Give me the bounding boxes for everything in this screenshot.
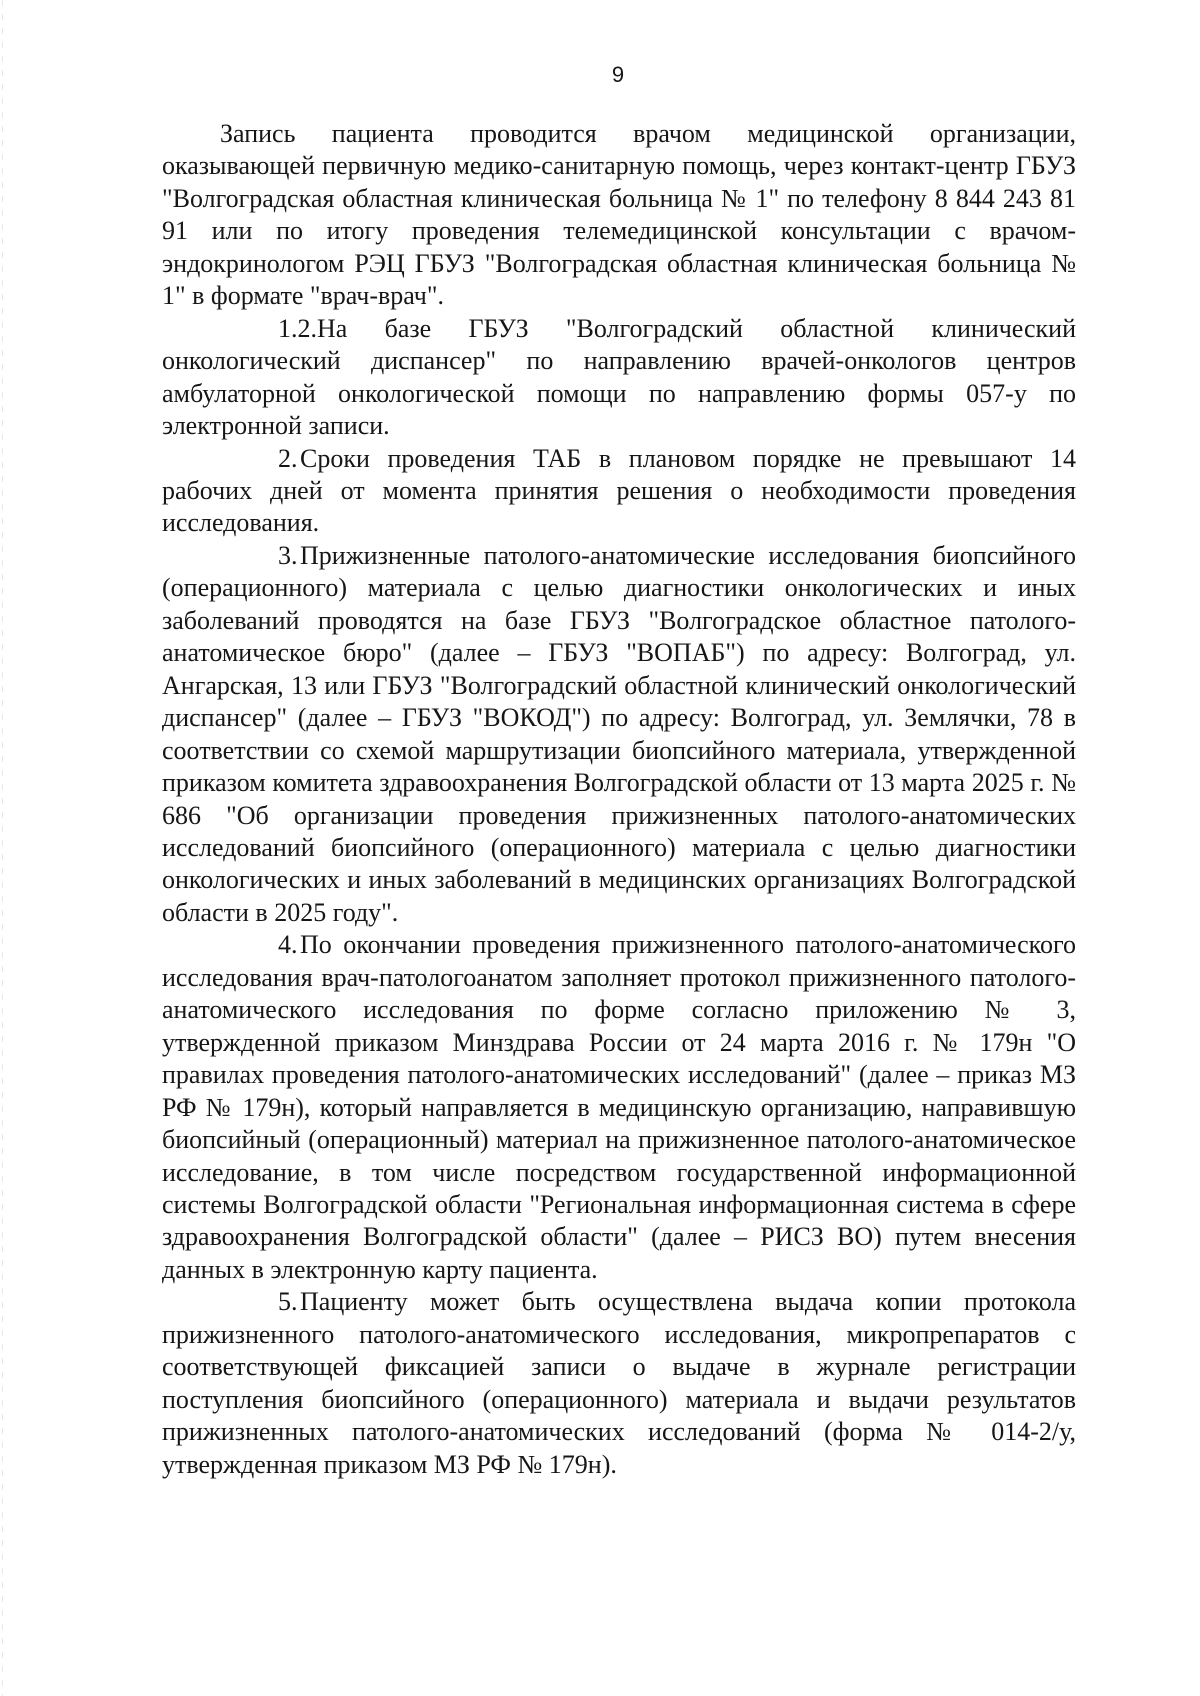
paragraph-number: 1.2. <box>278 313 317 343</box>
paragraph-1-2 <box>162 313 1076 443</box>
paragraph-text: Сроки проведения ТАБ в плановом порядке не превышают 14 рабочих дней от момента принятия решения о необходимости проведения исследования. <box>162 443 1076 538</box>
paragraph-2 <box>162 443 1076 540</box>
paragraph-intro <box>162 118 1076 313</box>
document-body <box>162 118 1076 1481</box>
paragraph-3 <box>162 540 1076 929</box>
paragraph-5 <box>162 1286 1076 1481</box>
paragraph-number: 3. <box>278 540 298 570</box>
paragraph-text: По окончании проведения прижизненного патолого-анатомического исследования врач-патологоанатом заполняет протокол прижизненного патолого-анатомического исследования по форме согласно приложению № 3, утвержденной приказом Минздрава России от 24 марта 2016 г. № 179н "О правилах проведения патолого-анатомических исследований" (далее – приказ МЗ РФ № 179н), который направляется в медицинскую организацию, направившую биопсийный (операционный) материал на прижизненное патолого-анатомическое исследование, в том числе посредством государственной информационной системы Волгоградской области "Региональная информационная система в сфере здравоохранения Волгоградской области" (далее – РИСЗ ВО) путем внесения данных в электронную карту пациента. <box>162 930 1076 1284</box>
paragraph-text: Прижизненные патолого-анатомические исследования биопсийного (операционного) материала с целью диагностики онкологических и иных заболеваний проводятся на базе ГБУЗ "Волгоградское областное патолого-анатомическое бюро" (далее – ГБУЗ "ВОПАБ") по адресу: Волгоград, ул. Ангарская, 13 или ГБУЗ "Волгоградский областной клинический онкологический диспансер" (далее – ГБУЗ "ВОКОД") по адресу: Волгоград, ул. Землячки, 78 в соответствии со схемой маршрутизации биопсийного материала, утвержденной приказом комитета здравоохранения Волгоградской области от 13 марта 2025 г. № 686 "Об организации проведения прижизненных патолого-анатомических исследований биопсийного (операционного) материала с целью диагностики онкологических и иных заболеваний в медицинских организациях Волгоградской области в 2025 году". <box>162 540 1076 927</box>
page-number: 9 <box>611 62 625 87</box>
paragraph-text: Пациенту может быть осуществлена выдача копии протокола прижизненного патолого-анатомического исследования, микропрепаратов с соответствующей фиксацией записи о выдаче в журнале регистрации поступления биопсийного (операционного) материала и выдачи результатов прижизненных патолого-анатомических исследований (форма № 014-2/у, утвержденная приказом МЗ РФ № 179н). <box>162 1287 1076 1479</box>
paragraph-number: 4. <box>278 930 298 960</box>
paragraph-number: 5. <box>278 1287 298 1317</box>
paragraph-text: На базе ГБУЗ "Волгоградский областной клинический онкологический диспансер" по направлению врачей-онкологов центров амбулаторной онкологической помощи по направлению формы 057-у по электронной записи. <box>162 313 1076 441</box>
scan-edge-mark <box>2 0 3 1696</box>
paragraph-4 <box>162 929 1076 1286</box>
paragraph-number: 2. <box>278 443 298 473</box>
paragraph-text: Запись пациента проводится врачом медицинской организации, оказывающей первичную медико-санитарную помощь, через контакт-центр ГБУЗ "Волгоградская областная клиническая больница № 1" по телефону 8 844 243 81 91 или по итогу проведения телемедицинской консультации с врачом-эндокринологом РЭЦ ГБУЗ "Волгоградская областная клиническая больница № 1" в формате "врач-врач". <box>162 119 1076 311</box>
